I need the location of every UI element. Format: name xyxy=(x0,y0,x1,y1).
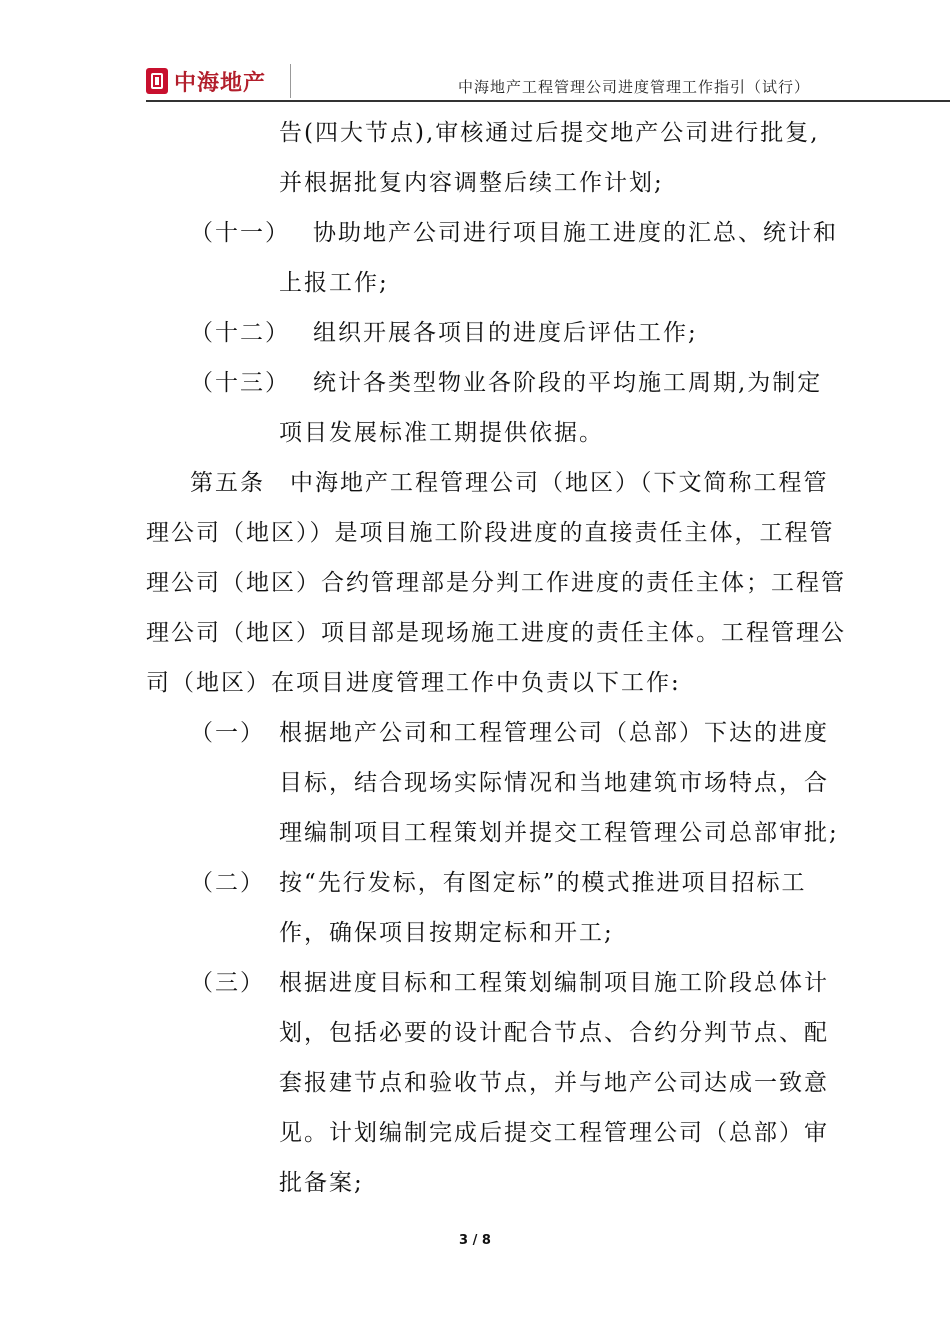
paragraph-line: 协助地产公司进行项目施工进度的汇总、统计和 xyxy=(313,220,838,246)
paragraph-line: 根据进度目标和工程策划编制项目施工阶段总体计 xyxy=(279,970,829,996)
paragraph-line: 理公司（地区）合约管理部是分判工作进度的责任主体；工程管 xyxy=(146,570,846,596)
paragraph-line: 统计各类型物业各阶段的平均施工周期,为制定 xyxy=(313,370,823,396)
header-rule xyxy=(146,100,950,102)
paragraph-line: 作，确保项目按期定标和开工; xyxy=(279,920,614,946)
paragraph-line: 理编制项目工程策划并提交工程管理公司总部审批; xyxy=(279,820,839,846)
item-label: （一） xyxy=(190,720,265,746)
page-number: 3 / 8 xyxy=(459,1233,491,1248)
header-separator xyxy=(290,64,291,98)
logo-text: 中海地产 xyxy=(174,70,267,96)
paragraph-line: 组织开展各项目的进度后评估工作; xyxy=(313,320,698,346)
item-label: （十三） xyxy=(190,370,290,396)
logo-seal-icon xyxy=(146,68,168,94)
page-header xyxy=(0,0,950,100)
paragraph-line: 并根据批复内容调整后续工作计划; xyxy=(279,170,664,196)
paragraph-line: 按“先行发标，有图定标”的模式推进项目招标工 xyxy=(279,870,807,896)
paragraph-line: 划，包括必要的设计配合节点、合约分判节点、配 xyxy=(279,1020,829,1046)
paragraph-line: 司（地区）在项目进度管理工作中负责以下工作: xyxy=(146,670,681,696)
article-heading-line: 第五条 中海地产工程管理公司（地区）（下文简称工程管 xyxy=(190,470,829,496)
document-title: 中海地产工程管理公司进度管理工作指引（试行） xyxy=(457,78,810,96)
paragraph-line: 根据地产公司和工程管理公司（总部）下达的进度 xyxy=(279,720,829,746)
company-logo xyxy=(146,66,291,96)
item-label: （三） xyxy=(190,970,265,996)
paragraph-line: 项目发展标准工期提供依据。 xyxy=(279,420,604,446)
paragraph-line: 理公司（地区）项目部是现场施工进度的责任主体。工程管理公 xyxy=(146,620,846,646)
paragraph-line: 批备案; xyxy=(279,1170,364,1196)
item-label: （十一） xyxy=(190,220,290,246)
paragraph-line: 目标，结合现场实际情况和当地建筑市场特点，合 xyxy=(279,770,829,796)
item-label: （十二） xyxy=(190,320,290,346)
paragraph-line: 上报工作; xyxy=(279,270,389,296)
item-label: （二） xyxy=(190,870,265,896)
paragraph-line: 见。计划编制完成后提交工程管理公司（总部）审 xyxy=(279,1120,829,1146)
paragraph-line: 套报建节点和验收节点，并与地产公司达成一致意 xyxy=(279,1070,829,1096)
paragraph-line: 告(四大节点),审核通过后提交地产公司进行批复, xyxy=(279,120,820,146)
paragraph-line: 理公司（地区））是项目施工阶段进度的直接责任主体，工程管 xyxy=(146,520,835,546)
